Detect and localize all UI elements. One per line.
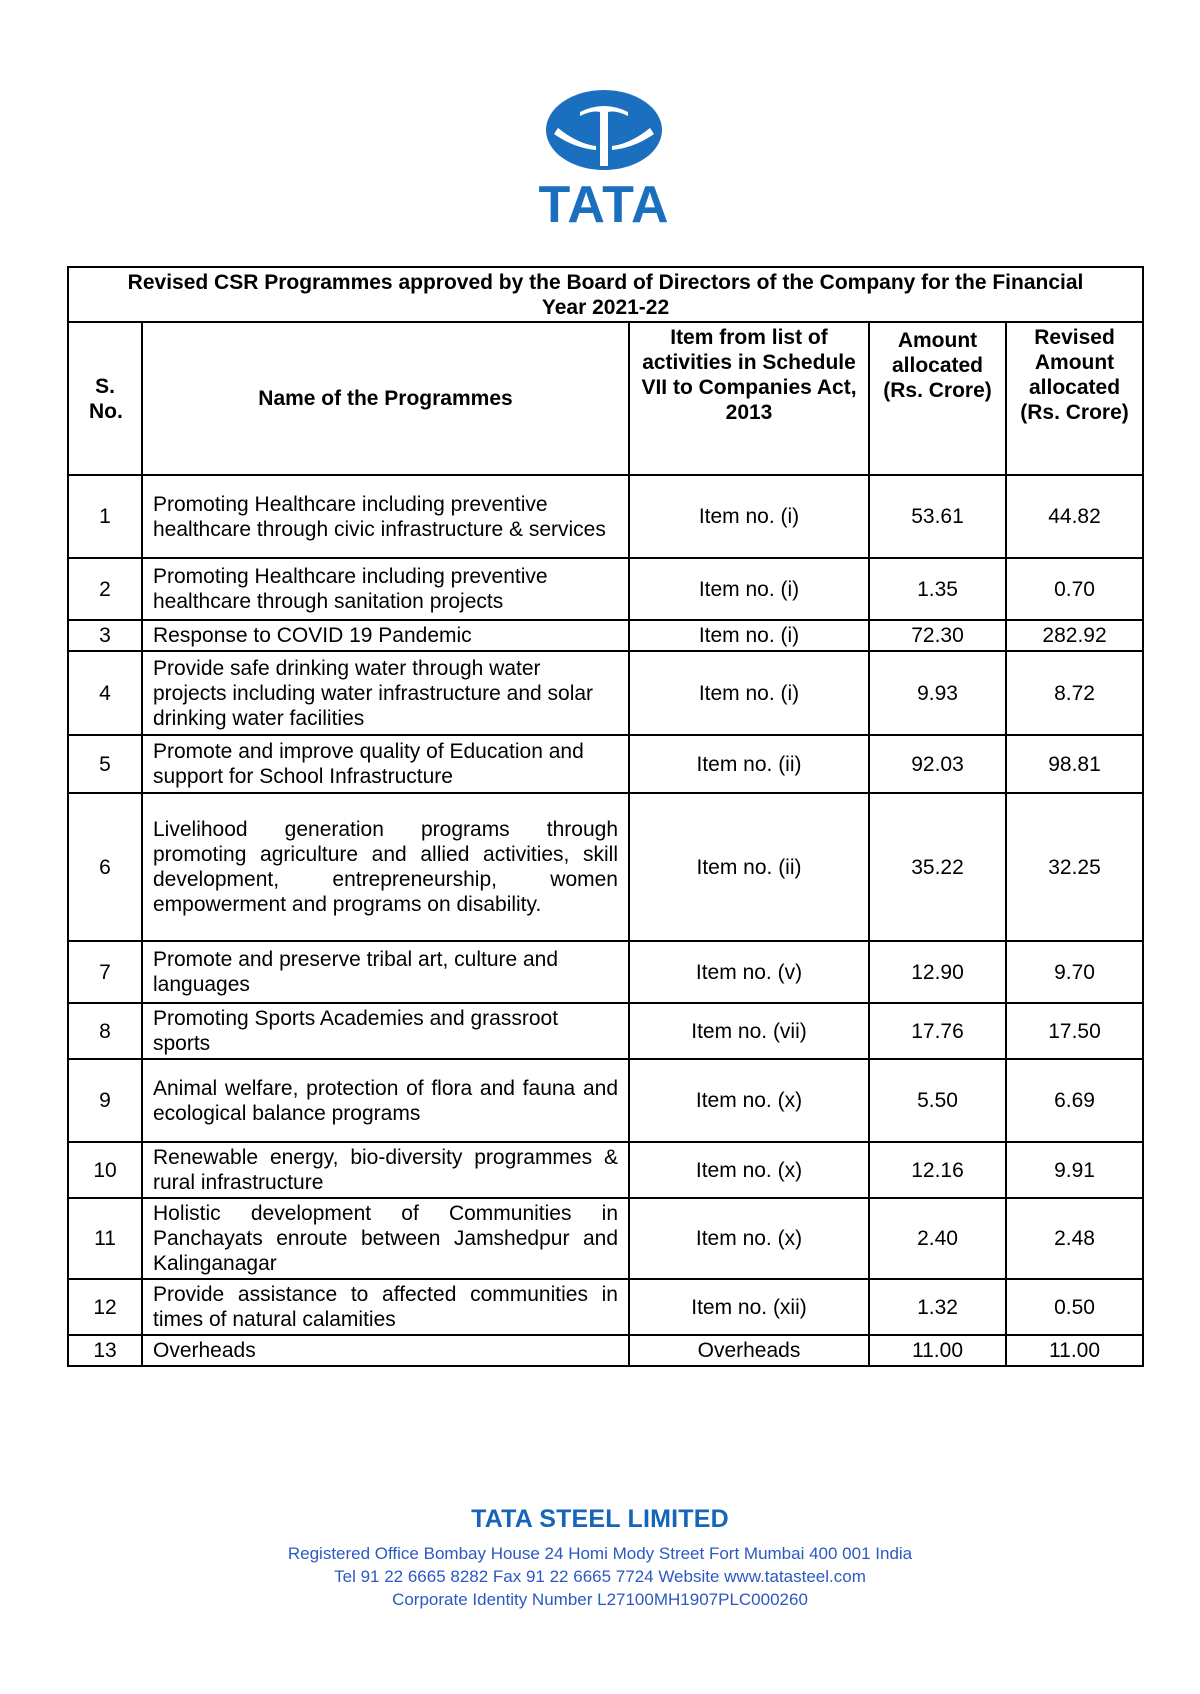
row-amount: 12.16 [869, 1142, 1006, 1198]
csr-programmes-table [67, 266, 1144, 1367]
row-revised-amount: 32.25 [1006, 793, 1143, 941]
footer-cin: Corporate Identity Number L27100MH1907PLC000260 [392, 1590, 808, 1609]
table-row [68, 1142, 1143, 1198]
footer-contact: Tel 91 22 6665 8282 Fax 91 22 6665 7724 Website www.tatasteel.com [334, 1567, 866, 1586]
table-row [68, 651, 1143, 735]
row-revised-amount: 9.91 [1006, 1142, 1143, 1198]
table-row [68, 735, 1143, 793]
row-amount: 1.32 [869, 1279, 1006, 1335]
row-schedule-item: Item no. (x) [629, 1059, 869, 1142]
row-revised-amount: 282.92 [1006, 620, 1143, 651]
row-schedule-item: Item no. (ii) [629, 735, 869, 793]
row-amount: 72.30 [869, 620, 1006, 651]
row-sno: 7 [68, 941, 142, 1003]
row-programme-name: Promoting Sports Academies and grassroot sports [142, 1003, 629, 1059]
row-schedule-item: Item no. (x) [629, 1142, 869, 1198]
row-sno: 2 [68, 558, 142, 620]
table-row [68, 1335, 1143, 1366]
row-schedule-item: Item no. (ii) [629, 793, 869, 941]
row-revised-amount: 0.70 [1006, 558, 1143, 620]
row-schedule-item: Item no. (vii) [629, 1003, 869, 1059]
row-amount: 12.90 [869, 941, 1006, 1003]
row-sno: 5 [68, 735, 142, 793]
table-header-row [68, 322, 1143, 475]
row-sno: 4 [68, 651, 142, 735]
row-sno: 1 [68, 475, 142, 558]
row-revised-amount: 44.82 [1006, 475, 1143, 558]
row-sno: 6 [68, 793, 142, 941]
header-name: Name of the Programmes [142, 322, 629, 475]
row-revised-amount: 0.50 [1006, 1279, 1143, 1335]
row-programme-name: Provide safe drinking water through water projects including water infrastructure and solar drinking water facilities [142, 651, 629, 735]
tata-logo-text: TATA [538, 176, 670, 228]
row-revised-amount: 6.69 [1006, 1059, 1143, 1142]
row-sno: 8 [68, 1003, 142, 1059]
row-sno: 12 [68, 1279, 142, 1335]
row-schedule-item: Overheads [629, 1335, 869, 1366]
table-row [68, 558, 1143, 620]
row-amount: 92.03 [869, 735, 1006, 793]
row-revised-amount: 98.81 [1006, 735, 1143, 793]
row-programme-name: Renewable energy, bio-diversity programmes & rural infrastructure [142, 1142, 629, 1198]
row-amount: 1.35 [869, 558, 1006, 620]
row-programme-name: Animal welfare, protection of flora and fauna and ecological balance programs [142, 1059, 629, 1142]
row-amount: 11.00 [869, 1335, 1006, 1366]
table-row [68, 620, 1143, 651]
row-programme-name: Holistic development of Communities in Panchayats enroute between Jamshedpur and Kalinganagar [142, 1198, 629, 1279]
header-amount: Amount allocated (Rs. Crore) [869, 322, 1006, 475]
row-revised-amount: 11.00 [1006, 1335, 1143, 1366]
row-amount: 9.93 [869, 651, 1006, 735]
row-sno: 10 [68, 1142, 142, 1198]
row-revised-amount: 9.70 [1006, 941, 1143, 1003]
row-schedule-item: Item no. (i) [629, 651, 869, 735]
table-row [68, 793, 1143, 941]
row-schedule-item: Item no. (i) [629, 558, 869, 620]
row-programme-name: Promoting Healthcare including preventive healthcare through sanitation projects [142, 558, 629, 620]
table-row [68, 1059, 1143, 1142]
row-programme-name: Livelihood generation programs through promoting agriculture and allied activities, skill development, entrepreneurship, women empowerment and programs on disability. [142, 793, 629, 941]
row-revised-amount: 2.48 [1006, 1198, 1143, 1279]
row-sno: 13 [68, 1335, 142, 1366]
row-sno: 11 [68, 1198, 142, 1279]
company-footer [0, 1505, 1200, 1611]
header-sno: S. No. [68, 322, 142, 475]
row-schedule-item: Item no. (x) [629, 1198, 869, 1279]
header-item: Item from list of activities in Schedule VII to Companies Act, 2013 [629, 322, 869, 475]
row-programme-name: Promote and improve quality of Education and support for School Infrastructure [142, 735, 629, 793]
footer-company-name: TATA STEEL LIMITED [471, 1505, 729, 1533]
row-schedule-item: Item no. (i) [629, 620, 869, 651]
row-schedule-item: Item no. (v) [629, 941, 869, 1003]
table-row [68, 1003, 1143, 1059]
row-amount: 53.61 [869, 475, 1006, 558]
tata-logo-icon [518, 88, 690, 228]
row-amount: 2.40 [869, 1198, 1006, 1279]
table-row [68, 1279, 1143, 1335]
footer-address: Registered Office Bombay House 24 Homi Mody Street Fort Mumbai 400 001 India [287, 1544, 913, 1563]
table-title-row [68, 267, 1143, 322]
row-programme-name: Promote and preserve tribal art, culture and languages [142, 941, 629, 1003]
table-row [68, 1198, 1143, 1279]
row-programme-name: Overheads [142, 1335, 629, 1366]
row-sno: 9 [68, 1059, 142, 1142]
tata-logo [518, 88, 690, 228]
header-revised: Revised Amount allocated (Rs. Crore) [1006, 322, 1143, 475]
row-programme-name: Promoting Healthcare including preventive healthcare through civic infrastructure & services [142, 475, 629, 558]
row-revised-amount: 17.50 [1006, 1003, 1143, 1059]
row-programme-name: Response to COVID 19 Pandemic [142, 620, 629, 651]
row-programme-name: Provide assistance to affected communities in times of natural calamities [142, 1279, 629, 1335]
row-schedule-item: Item no. (xii) [629, 1279, 869, 1335]
row-amount: 17.76 [869, 1003, 1006, 1059]
row-revised-amount: 8.72 [1006, 651, 1143, 735]
table-row [68, 941, 1143, 1003]
row-sno: 3 [68, 620, 142, 651]
row-schedule-item: Item no. (i) [629, 475, 869, 558]
row-amount: 5.50 [869, 1059, 1006, 1142]
row-amount: 35.22 [869, 793, 1006, 941]
table-title: Revised CSR Programmes approved by the Board of Directors of the Company for the Financial Year 2021-22 [68, 267, 1143, 322]
table-row [68, 475, 1143, 558]
